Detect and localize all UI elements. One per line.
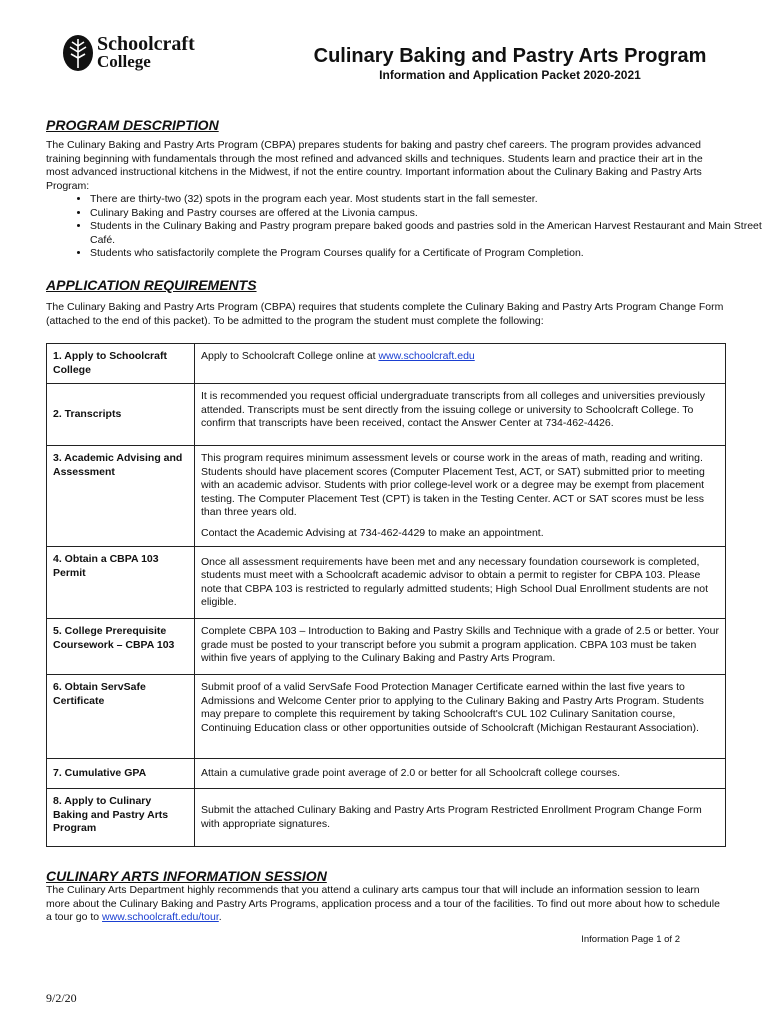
info-session-text: The Culinary Arts Department highly recommends that you attend a culinary arts campus tour that will include an information session to learn more about the Culinary Baking and Pastry Arts Programs, application process and a tour of the facilities. To find out more about how to schedule a tour go to www.schoolcraft.edu/tour. xyxy=(46,884,720,923)
document-title: Culinary Baking and Pastry Arts Program xyxy=(313,45,707,67)
bullet-item: • Culinary Baking and Pastry courses are offered at the Livonia campus. xyxy=(90,207,770,221)
requirement-label: 4. Obtain a CBPA 103 Permit xyxy=(47,547,195,619)
table-row xyxy=(47,446,726,547)
requirement-label: 5. College Prerequisite Coursework – CBPA 103 xyxy=(47,619,195,675)
schoolcraft-logo xyxy=(62,34,222,74)
program-description-heading: PROGRAM DESCRIPTION xyxy=(46,117,219,133)
application-requirements-intro: The Culinary Baking and Pastry Arts Program (CBPA) requires that students complete the Culinary Baking and Pastry Arts Program Change Form (attached to the end of this packet). To be admitted to the program the student must complete the following: xyxy=(46,301,724,327)
table-row xyxy=(47,759,726,789)
logo-name-line1: Schoolcraft xyxy=(97,33,195,55)
info-session-heading: CULINARY ARTS INFORMATION SESSION xyxy=(46,868,327,884)
schoolcraft-website-link[interactable]: www.schoolcraft.edu xyxy=(378,350,475,362)
requirement-text: Once all assessment requirements have been met and any necessary foundation coursework is completed, students must meet with a Schoolcraft academic advisor to obtain a permit to register for CBPA 103. Please note that CBPA 103 is restricted to regularly admitted students; High School Dual Enrollment students are not eligible. xyxy=(195,547,726,619)
requirement-text: Submit the attached Culinary Baking and Pastry Arts Program Restricted Enrollment Program Change Form with appropriate signatures. xyxy=(195,789,726,847)
program-description-text: The Culinary Baking and Pastry Arts Program (CBPA) prepares students for baking and pastry chef careers. The program provides advanced training beginning with fundamentals through the most refined and advanced skills and techniques. Students learn and practice their art in the most advanced instructional kitchens in the Midwest, if not the entire country. Important information about the Culinary Baking and Pastry Arts Program: xyxy=(46,139,703,192)
table-row xyxy=(47,384,726,446)
tree-emblem-icon xyxy=(62,34,94,72)
requirement-label: 2. Transcripts xyxy=(47,384,195,446)
application-requirements-heading: APPLICATION REQUIREMENTS xyxy=(46,277,257,293)
requirement-text: Attain a cumulative grade point average of 2.0 or better for all Schoolcraft college courses. xyxy=(195,759,726,789)
document-subtitle: Information and Application Packet 2020-2021 xyxy=(379,68,641,82)
page-number: Information Page 1 of 2 xyxy=(581,934,680,945)
requirement-text: Complete CBPA 103 – Introduction to Baking and Pastry Skills and Technique with a grade of 2.5 or better. Your grade must be posted to your transcript before you submit a program application. CBPA 103 must be taken within five years of applying to the Culinary Baking and Pastry Arts Program. xyxy=(195,619,726,675)
bullet-item: • Students in the Culinary Baking and Pastry program prepare baked goods and pastries sold in the American Harvest Restaurant and Main Street Café. xyxy=(90,220,770,247)
requirement-label: 8. Apply to Culinary Baking and Pastry Arts Program xyxy=(47,789,195,847)
requirement-text xyxy=(195,446,726,547)
requirement-label: 6. Obtain ServSafe Certificate xyxy=(47,675,195,759)
tour-link[interactable]: www.schoolcraft.edu/tour xyxy=(102,911,219,923)
logo-name-line2: College xyxy=(97,52,151,71)
bullet-item: • There are thirty-two (32) spots in the program each year. Most students start in the fall semester. xyxy=(90,193,770,207)
requirement-text-contact: Contact the Academic Advising at 734-462-4429 to make an appointment. xyxy=(201,526,544,539)
requirements-table xyxy=(46,343,726,847)
table-row xyxy=(47,547,726,619)
requirement-text: Apply to Schoolcraft College online at www.schoolcraft.edu xyxy=(195,344,726,384)
requirement-text-main: This program requires minimum assessment levels or course work in the areas of math, reading and writing. Students should have placement scores (Computer Placement Test, ACT, or SAT) submitted prior to meeting with an academic advisor. Students with prior college-level work or a degree may be exempt from placement testing. The Computer Placement Test (CPT) is taken in the Testing Center. ACT or SAT scores must be less than three years old. xyxy=(201,452,705,518)
table-row xyxy=(47,789,726,847)
requirement-label: 1. Apply to Schoolcraft College xyxy=(47,344,195,384)
requirement-label: 3. Academic Advising and Assessment xyxy=(47,446,195,547)
requirement-text: Submit proof of a valid ServSafe Food Protection Manager Certificate earned within the last five years to Admissions and Welcome Center prior to applying to the Culinary Baking and Pastry Arts Program. Students may prepare to complete this requirement by taking Schoolcraft's CUL 102 Culinary Sanitation course, Continuing Education class or other opportunities outside of Schoolcraft (Michigan Restaurant Association). xyxy=(195,675,726,759)
requirement-label: 7. Cumulative GPA xyxy=(47,759,195,789)
table-row xyxy=(47,619,726,675)
footer-date: 9/2/20 xyxy=(46,991,77,1005)
program-description-bullets xyxy=(46,193,770,261)
requirement-text: It is recommended you request official undergraduate transcripts from all colleges and universities previously attended. Transcripts must be sent directly from the issuing college or university to Schoolcraft College. To confirm that transcripts have been received, contact the Answer Center at 734-462-4426. xyxy=(195,384,726,446)
table-row xyxy=(47,675,726,759)
bullet-item: • Students who satisfactorily complete the Program Courses qualify for a Certificate of Program Completion. xyxy=(90,247,770,261)
table-row xyxy=(47,344,726,384)
